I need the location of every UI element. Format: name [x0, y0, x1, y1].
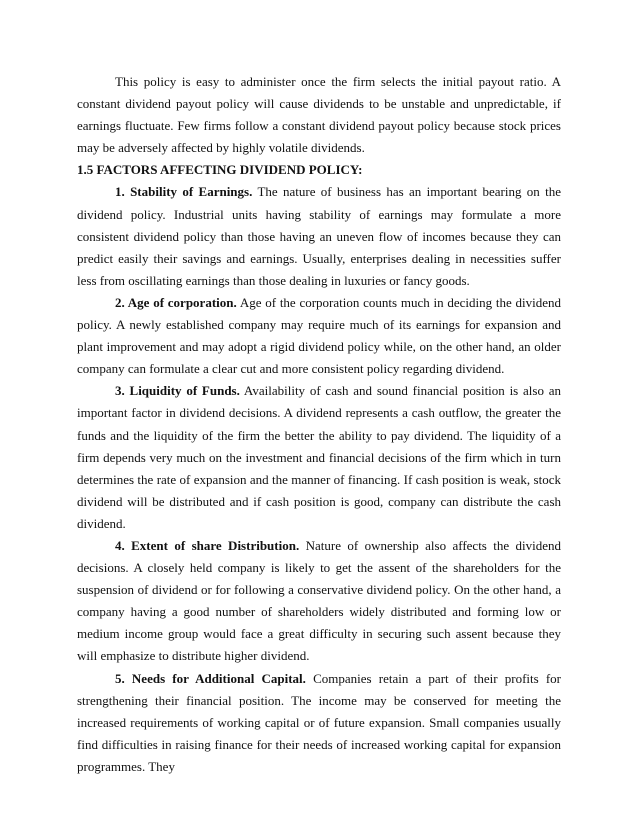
factor-text-stability: The nature of business has an important bearing on the dividend policy. Industrial units having stability of earnings may formulate a more consistent dividend policy than those having an uneven flow of incomes because they can predict easily their savings and earnings. Usually, enterprises dealing in necessities suffer less from oscillating earnings than those dealing in luxuries or fancy goods. [77, 184, 562, 288]
intro-paragraph: This policy is easy to administer once the firm selects the initial payout ratio. A constant dividend payout policy will cause dividends to be unstable and unpredictable, if earnings fluctuate. Few firms follow a constant dividend payout policy because stock prices may be adversely affected by highly volatile dividends. [77, 74, 561, 156]
factor-text-liquidity: Availability of cash and sound financial position is also an important factor in dividend decisions. A dividend represents a cash outflow, the greater the funds and the liquidity of the firm the better the ability to pay dividend. The liquidity of a firm depends very much on the investment and financial decisions of the firm which in turn determines the rate of expansion and the manner of financing. If cash position is weak, stock dividend will be distributed and if cash position is good, company can distribute the cash dividend. [77, 383, 561, 531]
factor-text-capital: Companies retain a part of their profits for strengthening their financial position. The income may be conserved for meeting the increased requirements of working capital or of future expansion. Small companies usually find difficulties in raising finance for their needs of increased working capital for expansion programmes. They [77, 670, 562, 774]
document-body [77, 71, 561, 778]
factor-text-distribution: Nature of ownership also affects the dividend decisions. A closely held company is likely to get the assent of the shareholders for the suspension of dividend or for following a conservative dividend policy. On the other hand, a company having a good number of shareholders widely distributed and forming low or medium income group would face a great difficulty in securing such assent because they will emphasize to distribute higher dividend. [77, 537, 562, 664]
factor-text-age: Age of the corporation counts much in deciding the dividend policy. A newly established company may require much of its earnings for expansion and plant improvement and may adopt a rigid dividend policy while, on the other hand, an older company can formulate a clear cut and more consistent policy regarding dividend. [77, 294, 561, 377]
factor-title-age: 2. Age of corporation. [115, 294, 237, 310]
factor-title-liquidity: 3. Liquidity of Funds. [115, 383, 240, 399]
factor-paragraph-stability [77, 181, 561, 291]
factor-paragraph-liquidity [77, 380, 561, 535]
factor-paragraph-distribution [77, 535, 561, 668]
section-heading: 1.5 FACTORS AFFECTING DIVIDEND POLICY: [77, 162, 363, 178]
factor-title-capital: 5. Needs for Additional Capital. [115, 670, 306, 686]
factor-title-distribution: 4. Extent of share Distribution. [115, 537, 300, 553]
factor-title-stability: 1. Stability of Earnings. [115, 184, 253, 200]
factor-paragraph-age [77, 292, 561, 380]
factor-paragraph-capital [77, 668, 561, 778]
